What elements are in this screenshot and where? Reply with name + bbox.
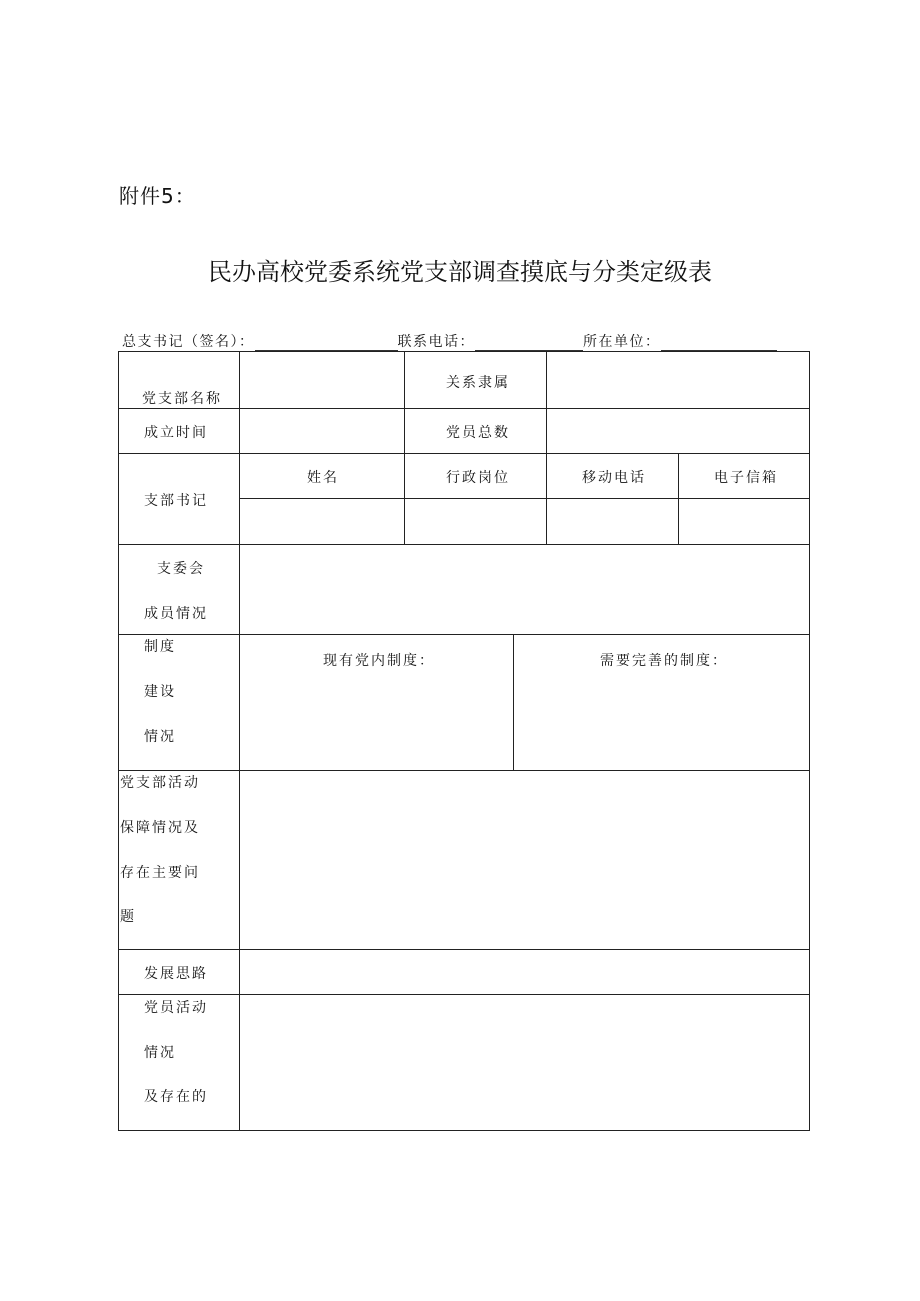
unit-field[interactable] (661, 336, 777, 351)
activity-label-line3: 存在主要问 (120, 865, 200, 881)
secretary-name-field[interactable] (240, 499, 404, 544)
col-name: 姓名 (307, 470, 339, 486)
member-total-label: 党员总数 (446, 425, 510, 441)
member-activity-field[interactable] (240, 995, 809, 1130)
phone-field[interactable] (475, 336, 583, 351)
development-label: 发展思路 (144, 966, 208, 982)
secretary-position-field[interactable] (405, 499, 546, 544)
activity-label-line2: 保障情况及 (120, 820, 200, 836)
phone-label: 联系电话： (397, 334, 475, 350)
member-activity-label-line1: 党员活动 (144, 1000, 208, 1016)
col-admin-position: 行政岗位 (446, 470, 510, 486)
secretary-sign-label: 总支书记（签名）： (122, 334, 255, 350)
committee-label-line1: 支委会 (157, 561, 205, 577)
system-label-line1: 制度 (144, 639, 176, 655)
activity-label-line4: 题 (120, 909, 136, 925)
page-title: 民办高校党委系统党支部调查摸底与分类定级表 (208, 258, 712, 286)
founded-time-field[interactable] (240, 409, 404, 453)
branch-secretary-label: 支部书记 (144, 493, 208, 509)
col-mobile-phone: 移动电话 (582, 470, 646, 486)
branch-name-label: 党支部名称 (142, 391, 222, 407)
member-total-field[interactable] (547, 409, 809, 453)
system-label-line3: 情况 (144, 729, 176, 745)
activity-label-line1: 党支部活动 (120, 775, 200, 791)
affiliation-label: 关系隶属 (446, 375, 510, 391)
secretary-phone-field[interactable] (547, 499, 678, 544)
col-email: 电子信箱 (714, 470, 778, 486)
secretary-sign-field[interactable] (255, 336, 398, 351)
needed-system-label: 需要完善的制度： (600, 653, 728, 669)
member-activity-label-line2: 情况 (144, 1045, 176, 1061)
affiliation-field[interactable] (547, 352, 809, 408)
attachment-label: 附件5： (119, 184, 196, 208)
branch-name-field[interactable] (240, 352, 404, 408)
unit-label: 所在单位： (583, 334, 661, 350)
development-field[interactable] (240, 950, 809, 994)
activity-field[interactable] (240, 771, 809, 949)
member-activity-label-line3: 及存在的 (144, 1089, 208, 1105)
committee-field[interactable] (240, 545, 809, 634)
secretary-email-field[interactable] (679, 499, 809, 544)
system-label-line2: 建设 (144, 684, 176, 700)
existing-system-label: 现有党内制度： (323, 653, 435, 669)
signature-line (122, 331, 777, 351)
committee-label-line2: 成员情况 (144, 606, 208, 622)
founded-time-label: 成立时间 (144, 425, 208, 441)
